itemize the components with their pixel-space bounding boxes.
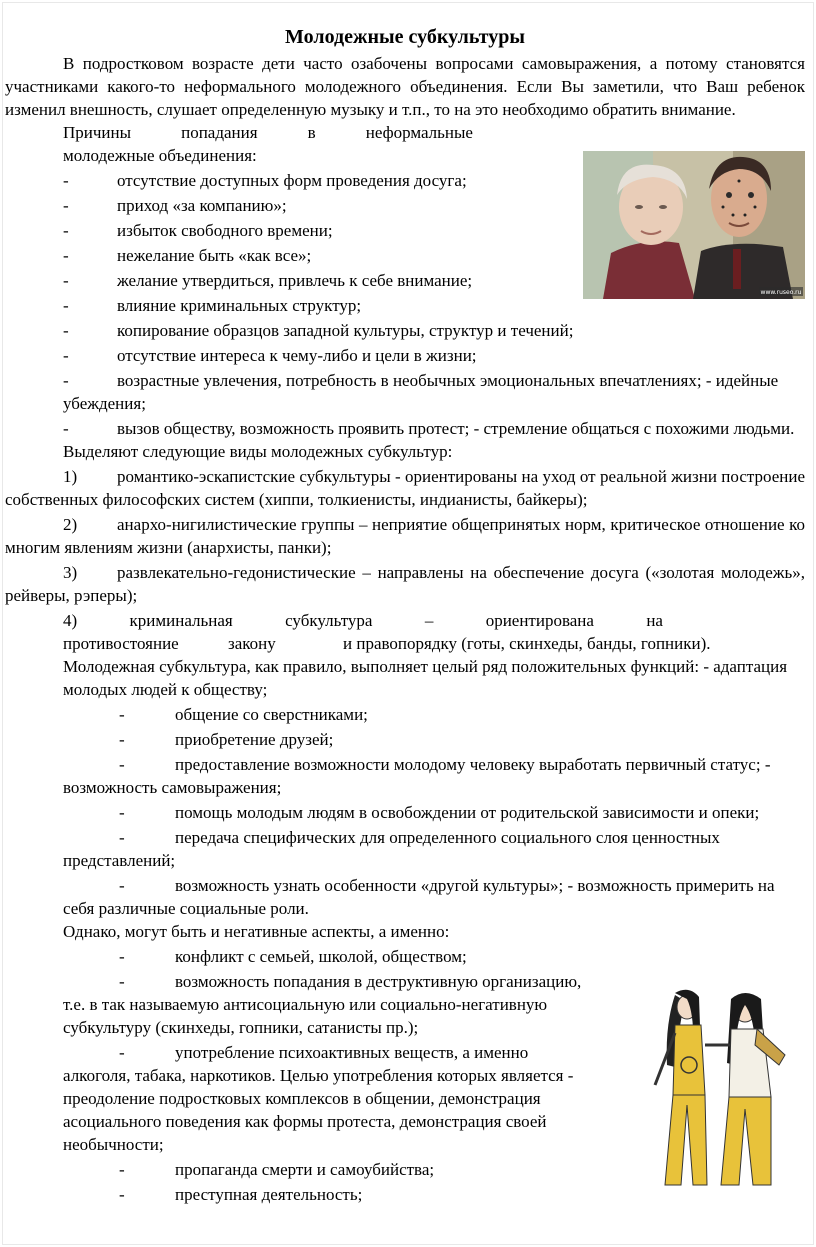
list-item-word: и правопорядку (готы, скинхеды, банды, гопники).	[343, 634, 711, 653]
list-item-text: избыток свободного времени;	[117, 221, 333, 240]
bullet-dash: -	[63, 371, 69, 390]
reasons-heading-word: неформальные	[365, 123, 473, 142]
list-item-text: отсутствие доступных форм проведения досуга;	[117, 171, 467, 190]
photo-illustration	[583, 151, 805, 299]
list-number: 2)	[63, 515, 78, 534]
list-item-text: отсутствие интереса к чему-либо и цели в жизни;	[117, 346, 477, 365]
list-item-word: противостояние	[63, 634, 179, 653]
bullet-dash: -	[119, 705, 125, 724]
list-item-text: анархо-нигилистические группы – неприятие общепринятых норм, критическое отношение ко многим явлениям жизни (анархисты, панки);	[5, 515, 805, 557]
list-item-text: передача специфических для определенного социального слоя ценностных представлений;	[63, 828, 720, 870]
list-item	[5, 219, 485, 242]
type4-line1	[63, 609, 663, 632]
list-item-text: преступная деятельность;	[175, 1185, 363, 1204]
list-item	[5, 561, 805, 607]
reasons-heading	[5, 121, 473, 144]
type4-line2	[63, 632, 805, 655]
negative-heading: Однако, могут быть и негативные аспекты, а именно:	[63, 922, 450, 941]
bullet-dash: -	[119, 876, 125, 895]
page-title: Молодежные субкультуры	[285, 26, 525, 48]
list-item	[5, 970, 593, 1039]
types-heading: Выделяют следующие виды молодежных субкультур:	[63, 442, 453, 461]
list-item-text: нежелание быть «как все»;	[117, 246, 312, 265]
reasons-block	[5, 121, 574, 367]
list-item-text: пропаганда смерти и самоубийства;	[175, 1160, 435, 1179]
bullet-dash: -	[63, 346, 69, 365]
bullet-dash: -	[63, 171, 69, 190]
list-item	[5, 801, 805, 824]
list-item-word: на	[646, 611, 663, 630]
list-item	[5, 513, 805, 559]
bullet-dash: -	[119, 1043, 125, 1062]
list-item-text: употребление психоактивных веществ, а именно алкоголя, табака, наркотиков. Целью употребления которых является - преодоление подростковых комплексов в общении, демонстрация асоциального поведения как формы протеста, демонстрация своей необычности;	[63, 1043, 574, 1154]
list-item-text: предоставление возможности молодому человеку выработать первичный статус; - возможность самовыражения;	[63, 755, 771, 797]
list-item-text: приход «за компанию»;	[117, 196, 287, 215]
hippie-drawing	[645, 985, 795, 1190]
list-item	[5, 194, 485, 217]
photo-grandmother-and-youth	[583, 151, 805, 299]
list-item-text: приобретение друзей;	[175, 730, 334, 749]
list-item	[5, 728, 805, 751]
bullet-dash: -	[63, 271, 69, 290]
photo-caption: www.ruseo.ru	[760, 289, 802, 296]
list-item-text: копирование образцов западной культуры, структур и течений;	[117, 321, 574, 340]
list-item-text: конфликт с семьей, школой, обществом;	[175, 947, 467, 966]
bullet-dash: -	[63, 246, 69, 265]
list-item-text: романтико-эскапистские субкультуры - ориентированы на уход от реальной жизни построение собственных философских систем (хиппи, толкиенисты, индианисты, байкеры);	[5, 467, 805, 509]
list-item	[5, 465, 805, 511]
reasons-heading-line2: молодежные объединения:	[63, 146, 257, 165]
list-item-text: возможность попадания в деструктивную организацию, т.е. в так называемую антисоциальную или социально-негативную субкультуру (скинхеды, гопники, сатанисты пр.);	[63, 972, 582, 1037]
bullet-dash: -	[119, 972, 125, 991]
bullet-dash: -	[119, 755, 125, 774]
list-item-text: развлекательно-гедонистические – направлены на обеспечение досуга («золотая молодежь», рейверы, рэперы);	[5, 563, 805, 605]
bullet-dash: -	[119, 1185, 125, 1204]
bullet-dash: -	[63, 419, 69, 438]
list-item	[5, 319, 574, 342]
bullet-dash: -	[63, 221, 69, 240]
list-item-text: возможность узнать особенности «другой культуры»; - возможность примерить на себя различные социальные роли.	[63, 876, 775, 918]
list-item	[5, 294, 485, 317]
list-item	[5, 169, 485, 192]
list-item-text: желание утвердиться, привлечь к себе внимание;	[117, 271, 473, 290]
bullet-dash: -	[63, 321, 69, 340]
bullet-dash: -	[119, 730, 125, 749]
list-number: 1)	[63, 467, 78, 486]
list-item	[5, 703, 805, 726]
list-item-word: закону	[228, 634, 276, 653]
reasons-heading-word: в	[307, 123, 316, 142]
bullet-dash: -	[119, 947, 125, 966]
list-item	[5, 369, 805, 415]
list-item	[5, 609, 805, 655]
list-item	[5, 874, 805, 920]
bullet-dash: -	[119, 1160, 125, 1179]
list-item	[5, 269, 485, 292]
list-number: 3)	[63, 563, 78, 582]
list-item-text: вызов обществу, возможность проявить протест; - стремление общаться с похожими людьми.	[117, 419, 795, 438]
list-item-word: ориентирована	[485, 611, 594, 630]
positive-heading: Молодежная субкультура, как правило, выполняет целый ряд положительных функций: - адаптация молодых людей к обществу;	[63, 657, 788, 699]
list-item	[5, 244, 485, 267]
list-item-text: влияние криминальных структур;	[117, 296, 362, 315]
bullet-dash: -	[63, 196, 69, 215]
list-item	[5, 417, 805, 440]
list-number: 4)	[63, 611, 78, 630]
list-item	[5, 1041, 591, 1156]
list-item-word: субкультура	[285, 611, 373, 630]
bullet-dash: -	[63, 296, 69, 315]
list-item-text: возрастные увлечения, потребность в необычных эмоциональных впечатлениях; - идейные убеждения;	[63, 371, 779, 413]
list-item	[5, 753, 805, 799]
list-item	[5, 945, 805, 968]
list-item-word: криминальная	[129, 611, 233, 630]
reasons-heading-word: Причины	[63, 123, 132, 142]
bullet-dash: -	[119, 828, 125, 847]
list-item-text: помощь молодым людям в освобождении от родительской зависимости и опеки;	[175, 803, 760, 822]
list-item-word: –	[424, 611, 434, 630]
list-item-text: общение со сверстниками;	[175, 705, 368, 724]
list-item	[5, 826, 805, 872]
list-item	[5, 344, 485, 367]
reasons-heading-word: попадания	[181, 123, 258, 142]
intro-paragraph: В подростковом возрасте дети часто озабочены вопросами самовыражения, а потому становятся участниками какого-то неформального молодежного объединения. Если Вы заметили, что Ваш ребенок изменил внешность, слушает определенную музыку и т.п., то на это необходимо обратить внимание.	[5, 54, 805, 119]
bullet-dash: -	[119, 803, 125, 822]
hippie-figures-illustration	[645, 985, 795, 1190]
